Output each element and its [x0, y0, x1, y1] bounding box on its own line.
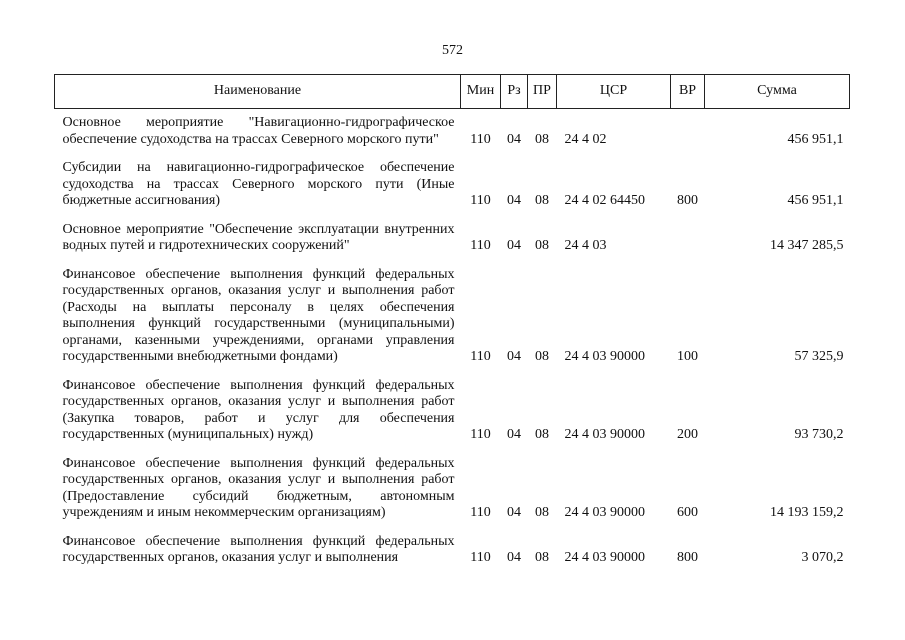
row-min: 110 [470, 238, 491, 253]
row-pr: 08 [535, 505, 549, 520]
row-csr: 24 4 03 90000 [564, 427, 645, 442]
row-csr: 24 4 03 90000 [564, 505, 645, 520]
row-pr: 08 [535, 131, 549, 147]
row-vr: 800 [677, 193, 698, 208]
table-row [55, 450, 850, 528]
row-vr [671, 216, 705, 261]
budget-table [54, 74, 850, 573]
header-name: Наименование [55, 75, 461, 109]
header-pr: ПР [528, 75, 557, 109]
row-sum: 14 193 159,2 [770, 505, 844, 520]
row-sum: 93 730,2 [794, 427, 844, 442]
row-rz: 04 [507, 238, 521, 253]
row-sum: 3 070,2 [801, 550, 844, 565]
header-csr: ЦСР [557, 75, 671, 109]
row-pr: 08 [535, 550, 549, 565]
row-csr: 24 4 03 [564, 238, 607, 253]
row-name: Финансовое обеспечение выполнения функций федеральных государственных органов, оказания услуг и выполнения работ (Закупка товаров, работ и услуг для обеспечения государственных (муниципальных) нужд) [62, 377, 455, 442]
table-row [55, 261, 850, 372]
row-pr: 08 [535, 238, 549, 253]
table-row [55, 372, 850, 450]
row-min: 110 [470, 550, 491, 565]
row-min: 110 [470, 131, 491, 147]
row-sum: 456 951,1 [787, 131, 844, 147]
row-name: Финансовое обеспечение выполнения функций федеральных государственных органов, оказания услуг и выполнения [62, 533, 455, 565]
row-csr: 24 4 02 [564, 131, 607, 147]
row-rz: 04 [507, 349, 521, 364]
row-min: 110 [470, 349, 491, 364]
page-number: 572 [442, 43, 463, 58]
row-vr: 600 [677, 505, 698, 520]
row-csr: 24 4 02 64450 [564, 193, 645, 208]
row-sum: 57 325,9 [794, 349, 844, 364]
row-rz: 04 [507, 427, 521, 442]
row-pr: 08 [535, 349, 549, 364]
table-row [55, 109, 850, 155]
row-rz: 04 [507, 550, 521, 565]
row-name: Финансовое обеспечение выполнения функций федеральных государственных органов, оказания услуг и выполнения работ (Предоставление субсидий бюджетным, автономным учреждениям и иным некоммерческим организациям) [62, 455, 455, 520]
header-rz: Рз [501, 75, 528, 109]
row-csr: 24 4 03 90000 [564, 349, 645, 364]
table-row [55, 216, 850, 261]
table-row [55, 154, 850, 216]
row-name: Основное мероприятие "Обеспечение эксплуатации внутренних водных путей и гидротехнических сооружений" [62, 221, 455, 253]
row-sum: 456 951,1 [787, 193, 844, 208]
table-row [55, 528, 850, 573]
row-rz: 04 [507, 131, 521, 147]
header-vr: ВР [671, 75, 705, 109]
row-min: 110 [470, 427, 491, 442]
row-rz: 04 [507, 505, 521, 520]
row-vr: 100 [677, 349, 698, 364]
row-name: Основное мероприятие "Навигационно-гидрографическое обеспечение судоходства на трассах Северного морского пути" [62, 115, 455, 147]
row-pr: 08 [535, 427, 549, 442]
row-min: 110 [470, 505, 491, 520]
row-vr: 200 [677, 427, 698, 442]
row-name: Субсидии на навигационно-гидрографическое обеспечение судоходства на трассах Северного морского пути (Иные бюджетные ассигнования) [62, 160, 455, 208]
row-sum: 14 347 285,5 [770, 238, 844, 253]
row-name: Финансовое обеспечение выполнения функций федеральных государственных органов, оказания услуг и выполнения работ (Расходы на выплаты персоналу в целях обеспечения выполнения функций государственными (муниципальными) органами, казенными учреждениями, органами управления государственными внебюджетными фондами) [62, 266, 455, 364]
row-pr: 08 [535, 193, 549, 208]
row-csr: 24 4 03 90000 [564, 550, 645, 565]
table-header-row [55, 75, 850, 109]
row-rz: 04 [507, 193, 521, 208]
row-vr [671, 109, 705, 155]
header-min: Мин [461, 75, 501, 109]
row-min: 110 [470, 193, 491, 208]
row-vr: 800 [677, 550, 698, 565]
header-sum: Сумма [705, 75, 850, 109]
